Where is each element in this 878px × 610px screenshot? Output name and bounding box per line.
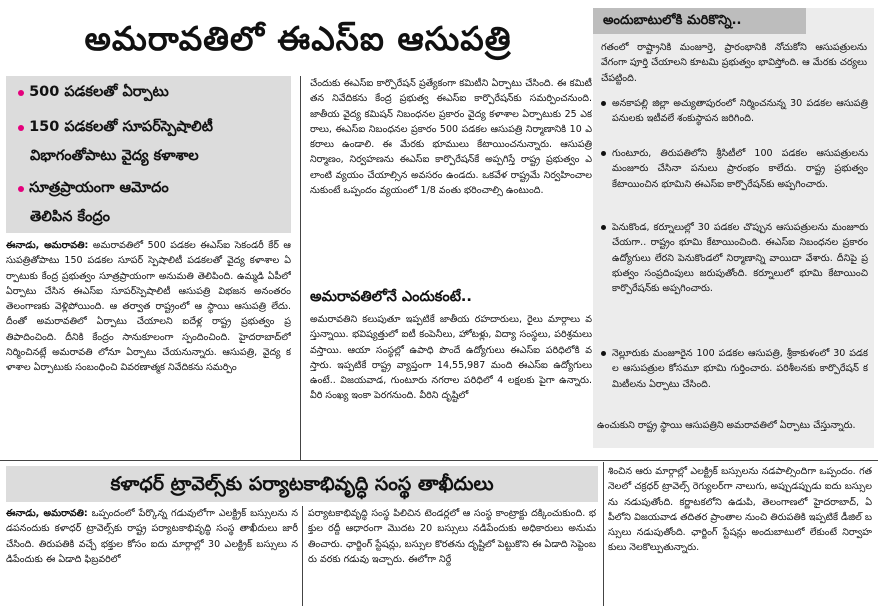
highlight-text: 500 పడకలతో ఏర్పాటు [29, 84, 169, 100]
highlight-item [30, 203, 110, 231]
bullet-text: నెల్లూరుకు మంజూరైన 100 పడకల ఆసుపత్రి, శ్రీకాకుళంలో 30 పడకల ఆసుపత్రుల కోసమూ భూమి గుర్తించారు. పరిశీలనకు కార్పొరేషన్ కమిటీలను ఏర్పాటు చేసింది. [612, 348, 868, 390]
column-divider [302, 506, 303, 606]
subheading: అమరావతిలోనే ఎందుకంటే.. [310, 289, 472, 305]
sidebar-continuation [597, 418, 871, 450]
body-text: శించిన ఆరు మార్గాల్లో ఎలక్ట్రిక్ బస్సులను నడపాల్సిందిగా ఒప్పందం. గత నెలలో చక్రధర్ ట్రావెల్స్ రెగ్యులర్‌గా నాలుగు, అప్పుడప్పుడు ఐదు బస్సులను నడుపుతోంది. కర్ణాటకలోని ఉడుపి, తెలంగాణలో హైదరాబాద్, ఏపీలోని విజయవాడ తదితర ప్రాంతాల నుంచి తిరుపతికి ఇప్పటికే డీజిల్ బస్సులు నడుపుతోంది. ఛార్జింగ్ స్టేషన్లు అందుబాటులో లేకుంటే నిర్వాహకులు నెలకొల్పుతున్నారు. [608, 466, 872, 554]
highlight-item [18, 113, 213, 141]
bullet-text: పెనుకొండ, కర్నూలుల్లో 30 పడకల చొప్పున ఆసుపత్రులను మంజూరు చేయగా.. రాష్ట్రం భూమి కేటాయించింది. ఈఎస్ఐ నిబంధనల ప్రకారం ఉద్యోగులు లేరని పెనుకొండలో నిర్మాణాన్ని వాయిదా వేశారు. దీనిపై ప్రభుత్వం సంప్రదింపులు జరుపుతోంది. కర్నూలులో భూమి కేటాయించి కార్పొరేషన్‌కు అప్పగించారు. [612, 222, 868, 295]
second-headline: కళాధర్ ట్రావెల్స్‌కు పర్యాటకాభివృద్ధి సంస్థ తాఖీదులు [110, 473, 494, 495]
bullet-dot [601, 151, 606, 156]
main-column-1 [6, 238, 291, 460]
highlight-item [18, 174, 169, 202]
column-divider [300, 76, 301, 460]
body-text: గతంలో రాష్ట్రానికి మంజూర్తె, ప్రారంభానికి నోచుకోని ఆసుపత్రులను వేగంగా పూర్తి చేయాలని కూటమి ప్రభుత్వం భావిస్తోంది. ఆ మేరకు చర్యలు చేపట్టింది. [601, 42, 867, 84]
bullet-dot [601, 101, 606, 106]
second-column-3 [608, 464, 872, 606]
main-column-2 [310, 76, 592, 280]
sidebar-bullet [596, 220, 870, 344]
bullet-dot [18, 125, 24, 131]
body-text: చేందుకు ఈఎస్ఐ కార్పొరేషన్ ప్రత్యేకంగా కమిటీని ఏర్పాటు చేసింది. ఈ కమిటీ తన నివేదికను కేంద్ర ప్రభుత్వ ఈఎస్ఐ కార్పొరేషన్‌కు సమర్పించనుంది. జాతీయ వైద్య కమిషన్ నిబంధనల ప్రకారం వైద్య కళాశాల ఏర్పాటుకు 25 ఎకరాలు, ఈఎస్ఐ నిబంధనల ప్రకారం 500 పడకల ఆసుపత్రి నిర్మాణానికి 10 ఎకరాలు ఉండాలి. ఈ మేరకు భూములు కేటాయించనున్నారు. ఆసుపత్రి నిర్మాణం, నిర్వహణను ఈఎస్ఐ కార్పొరేషన్‌కే అప్పగిస్తే రాష్ట్ర ప్రభుత్వం ఎలాంటి వ్యయం చేయాల్సిన అవసరం ఉండదు. ఒకవేళ రాష్ట్రమే నిర్వహించాలనుకుంటే ఒప్పందం వ్యయంలో 1/8 వంతు భరించాల్సి ఉంటుంది. [310, 78, 592, 197]
body-text: పర్యాటకాభివృద్ధి సంస్థ పిలిచిన టెండర్లలో ఆ సంస్థ కాంట్రాక్టు దక్కించుకుంది. భక్తుల రద్దీ ఆధారంగా మొదట 20 బస్సులు నడిపేందుకు అధికారులు అనుమతించారు. ఛార్జింగ్ స్టేషన్లు, బస్సుల కొరతను దృష్టిలో పెట్టుకొని ఈ ఏడాది సెప్టెంబరు వరకు గడువు ఇచ్చారు. ఈలోగా నిర్దే [308, 508, 596, 565]
highlight-text: 150 పడకలతో సూపర్‌స్పెషాలిటీ [29, 119, 213, 135]
bullet-dot [18, 186, 24, 192]
bullet-dot [601, 225, 606, 230]
sidebar-heading: అందుబాటులోకి మరికొన్ని.. [593, 8, 806, 34]
dateline: ఈనాడు, అమరావతి: [6, 240, 89, 251]
section-divider [0, 460, 878, 461]
second-column-2 [308, 506, 596, 606]
main-headline: అమరావతిలో ఈఎస్ఐ ఆసుపత్రి [84, 19, 512, 58]
bullet-dot [18, 90, 24, 96]
sidebar-bullet [596, 96, 870, 146]
highlight-text: సూత్రప్రాయంగా ఆమోదం [29, 180, 169, 196]
second-column-1 [6, 506, 298, 606]
dateline: ఈనాడు, అమరావతి: [6, 508, 88, 519]
main-column-2b [310, 312, 592, 460]
highlight-item [30, 142, 199, 170]
body-text: అమరావతిని కలుపుతూ ఇప్పటికే జాతీయ రహదారులు, రైలు మార్గాలు వస్తున్నాయి. భవిష్యత్తులో ఐటీ కంపెనీలు, హోటళ్లు, విద్యా సంస్థలు, పరిశ్రమలు వస్తాయి. ఆయా సంస్థల్లో ఉపాధి పొందే ఉద్యోగులు ఈఎస్ఐ పరిధిలోకి వస్తారు. ఇప్పటికే రాష్ట్ర వ్యాప్తంగా 14,55,987 మంది ఈఎస్ఐ ఉద్యోగులు ఉంటే.. విజయవాడ, గుంటూరు నగరాల పరిధిలో 4 లక్షలకు పైగా ఉన్నారు. వీరి సంఖ్య ఇంకా పెరగనుంది. వీరిని దృష్టిలో [310, 314, 592, 402]
highlight-text: తెలిపిన కేంద్రం [30, 209, 110, 225]
sidebar-intro [601, 40, 867, 96]
highlight-text: విభాగంతోపాటు వైద్య కళాశాల [30, 148, 199, 164]
bullet-text: అనకాపల్లి జిల్లా అచ్యుతాపురంలో నిర్మించనున్న 30 పడకల ఆసుపత్రి పనులకు ఇటీవలే శంకుస్థాపన జరిగింది. [612, 98, 868, 125]
bullet-text: గుంటూరు, తిరుపతిలోని శ్రీసిటీలో 100 పడకల ఆసుపత్రులను మంజూరు చేసినా పనులు ప్రారంభం కాలేదు. రాష్ట్ర ప్రభుత్వం కేటాయించిన భూమిని ఈఎస్ఐ కార్పొరేషన్‌కు అప్పగించారు. [612, 148, 868, 190]
body-text: ఉంచుకుని రాష్ట్ర స్థాయి ఆసుపత్రిని అమరావతిలో ఏర్పాటు చేస్తున్నారు. [597, 420, 856, 431]
bullet-dot [601, 351, 606, 356]
highlight-item [18, 78, 169, 106]
sidebar-bullet [596, 346, 870, 410]
sidebar-bullet [596, 146, 870, 212]
body-text: అమరావతిలో 500 పడకల ఈఎస్ఐ సెకండరీ కేర్ ఆసుపత్రితోపాటు 150 పడకల సూపర్ స్పెషాలిటీ పడకలతో వైద్య కళాశాల ఏర్పాటుకు కేంద్ర ప్రభుత్వం సూత్రప్రాయంగా అనుమతి తెలిపింది. ఉమ్మడి ఏపీలో ఏర్పాటు చేసిన ఈఎస్ఐ సూపర్‌స్పెషాలిటీ ఆసుపత్రి విభజన అనంతరం తెలంగాణకు వెళ్లిపోయింది. ఆ తర్వాత రాష్ట్రంలో ఆ స్థాయి ఆసుపత్రి లేదు. దీంతో అమరావతిలో ఏర్పాటు చేయాలని ఐదేళ్ల రాష్ట్ర ప్రభుత్వం ప్రతిపాదించింది. దీనికి కేంద్రం సానుకూలంగా స్పందించింది. హైదరాబాద్‌లో నిర్మించినట్లే అమరావతి లోనూ ఏర్పాటు చేయనున్నారు. ఆసుపత్రి, వైద్య కళాశాల ఏర్పాటుకు సంబంధించి వివరణాత్మక నివేదికను సమర్పిం [6, 240, 291, 374]
body-text: ఒప్పందంలో పేర్కొన్న గడువులోగా ఎలక్ట్రిక్ బస్సులను నడపనందుకు కళాధర్ ట్రావెల్స్‌కు రాష్ట్ర పర్యాటకాభివృద్ధి సంస్థ తాఖీదులు జారీ చేసింది. తిరుపతికి వచ్చే భక్తుల కోసం ఐదు మార్గాల్లో 30 ఎలక్ట్రిక్ బస్సులు నడిపేందుకు ఈ ఏడాది ఫిబ్రవరిలో [6, 508, 298, 565]
column-divider [603, 462, 604, 606]
